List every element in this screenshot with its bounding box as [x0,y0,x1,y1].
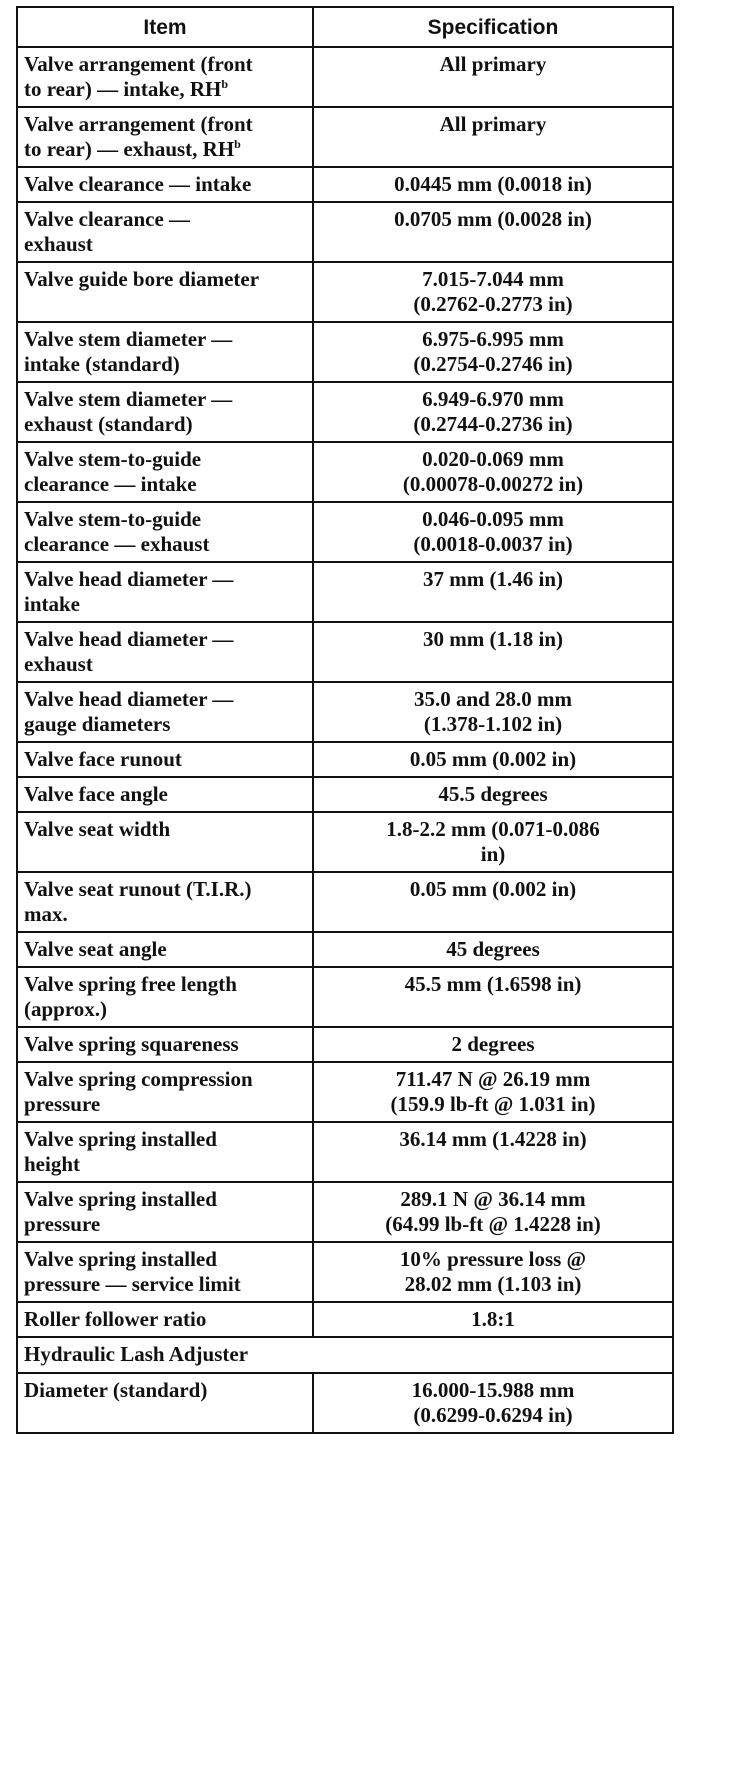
item-text: Valve stem-to-guide clearance — intake [24,447,202,496]
specification-text: 0.05 mm (0.002 in) [409,747,577,771]
specification-cell [313,1302,673,1337]
table-row [17,932,673,967]
item-text: Roller follower ratio [24,1307,207,1331]
item-text: Valve clearance — exhaust [24,207,191,256]
table-row [17,202,673,262]
specification-cell [313,1373,673,1433]
specification-cell [313,1182,673,1242]
item-text: Valve arrangement (front to rear) — intake, RH [24,52,253,101]
specification-cell [313,562,673,622]
item-text: Valve clearance — intake [24,172,252,196]
specification-text: 1.8:1 [471,1307,515,1331]
specification-text: 0.0445 mm (0.0018 in) [394,172,592,196]
table-row [17,872,673,932]
item-text: Valve seat angle [24,937,167,961]
item-text: Valve arrangement (front to rear) — exhaust, RH [24,112,253,161]
table-row [17,967,673,1027]
specification-cell [313,107,673,167]
specification-text: 7.015-7.044 mm (0.2762-0.2773 in) [413,267,573,316]
table-row [17,777,673,812]
specification-text: 37 mm (1.46 in) [423,567,563,591]
item-text: Valve guide bore diameter [24,267,260,291]
specification-cell [313,682,673,742]
specification-text: All primary [439,52,547,76]
item-text: Valve spring installed pressure [24,1187,217,1236]
table-row [17,167,673,202]
specification-text: 45.5 mm (1.6598 in) [404,972,582,996]
specification-cell [313,202,673,262]
header-row [17,7,673,47]
table-row [17,322,673,382]
item-text: Valve head diameter — exhaust [24,627,234,676]
table-row [17,382,673,442]
specification-cell [313,47,673,107]
footnote-marker: b [234,137,241,151]
specification-text: 36.14 mm (1.4228 in) [399,1127,587,1151]
specification-text: All primary [439,112,547,136]
item-cell [17,1122,313,1182]
item-text: Valve seat runout (T.I.R.) max. [24,877,252,926]
spec-page [16,6,672,1434]
specification-text: 0.020-0.069 mm (0.00078-0.00272 in) [402,447,584,496]
item-text: Valve seat width [24,817,171,841]
item-cell [17,442,313,502]
item-cell [17,967,313,1027]
specification-cell [313,742,673,777]
table-row [17,262,673,322]
footnote-marker: b [221,77,229,91]
specification-text: 45.5 degrees [438,782,548,806]
section-heading: Hydraulic Lash Adjuster [17,1337,673,1373]
table-row [17,47,673,107]
item-cell [17,812,313,872]
item-text: Valve spring installed height [24,1127,217,1176]
specification-column-header: Specification [313,7,673,47]
item-cell [17,1062,313,1122]
item-cell [17,742,313,777]
specification-cell [313,1062,673,1122]
specification-text: 6.975-6.995 mm (0.2754-0.2746 in) [413,327,573,376]
specification-cell [313,812,673,872]
specification-cell [313,382,673,442]
item-text: Valve face angle [24,782,168,806]
table-row [17,1242,673,1302]
item-text: Diameter (standard) [24,1378,208,1402]
table-row [17,742,673,777]
specification-cell [313,872,673,932]
item-cell [17,202,313,262]
item-cell [17,1027,313,1062]
specification-text: 30 mm (1.18 in) [423,627,563,651]
table-row [17,562,673,622]
item-cell [17,47,313,107]
table-row [17,107,673,167]
specification-text: 45 degrees [446,937,540,961]
item-text: Valve spring free length (approx.) [24,972,237,1021]
specification-cell [313,167,673,202]
specification-cell [313,502,673,562]
specification-text: 1.8-2.2 mm (0.071-0.086 in) [386,817,600,866]
specification-text: 711.47 N @ 26.19 mm (159.9 lb-ft @ 1.031 in) [390,1067,596,1116]
item-cell [17,322,313,382]
item-text: Valve stem diameter — exhaust (standard) [24,387,233,436]
item-text: Valve head diameter — gauge diameters [24,687,234,736]
table-row [17,502,673,562]
spec-table-body [17,47,673,1433]
item-text: Valve spring installed pressure — service limit [24,1247,241,1296]
specification-cell [313,1027,673,1062]
specification-cell [313,622,673,682]
specification-cell [313,322,673,382]
item-cell [17,1242,313,1302]
specification-text: 0.046-0.095 mm (0.0018-0.0037 in) [413,507,573,556]
specification-cell [313,932,673,967]
specification-text: 10% pressure loss @ 28.02 mm (1.103 in) [399,1247,587,1296]
item-text: Valve spring compression pressure [24,1067,253,1116]
table-row [17,1302,673,1337]
item-cell [17,382,313,442]
item-text: Valve stem diameter — intake (standard) [24,327,233,376]
item-cell [17,932,313,967]
item-cell [17,1302,313,1337]
item-cell [17,622,313,682]
item-column-header: Item [17,7,313,47]
specification-text: 0.0705 mm (0.0028 in) [394,207,592,231]
item-cell [17,1373,313,1433]
specification-cell [313,442,673,502]
specification-cell [313,967,673,1027]
table-row [17,1373,673,1433]
item-cell [17,682,313,742]
table-row [17,1122,673,1182]
table-row [17,812,673,872]
item-cell [17,1182,313,1242]
item-cell [17,262,313,322]
specification-text: 16.000-15.988 mm (0.6299-0.6294 in) [411,1378,575,1427]
item-text: Valve spring squareness [24,1032,239,1056]
specification-cell [313,777,673,812]
item-text: Valve stem-to-guide clearance — exhaust [24,507,210,556]
item-cell [17,502,313,562]
item-cell [17,107,313,167]
table-row [17,442,673,502]
specification-cell [313,1242,673,1302]
table-row [17,682,673,742]
specification-cell [313,262,673,322]
item-cell [17,872,313,932]
table-row [17,622,673,682]
specification-text: 35.0 and 28.0 mm (1.378-1.102 in) [413,687,573,736]
table-row [17,1062,673,1122]
specification-text: 289.1 N @ 36.14 mm (64.99 lb-ft @ 1.4228 in) [385,1187,601,1236]
specification-text: 2 degrees [451,1032,535,1056]
item-cell [17,167,313,202]
specification-text: 6.949-6.970 mm (0.2744-0.2736 in) [413,387,573,436]
item-cell [17,777,313,812]
specification-cell [313,1122,673,1182]
valve-spec-table [16,6,674,1434]
item-cell [17,562,313,622]
table-row [17,1027,673,1062]
item-text: Valve face runout [24,747,182,771]
specification-text: 0.05 mm (0.002 in) [409,877,577,901]
section-row [17,1337,673,1373]
item-text: Valve head diameter — intake [24,567,234,616]
table-row [17,1182,673,1242]
